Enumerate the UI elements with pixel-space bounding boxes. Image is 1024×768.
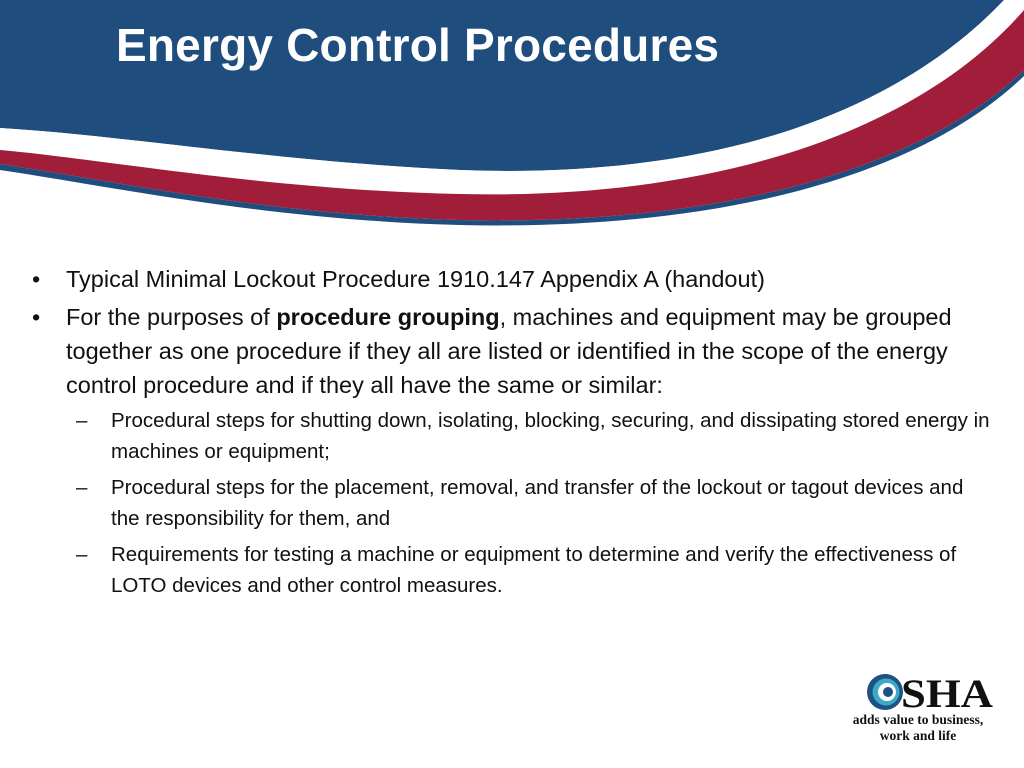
bullet-text-suffix: , machines and equipment may be grouped together as one procedure if they all are listed or identified in the scope of the energy control procedure and if they all have the same or similar: bbox=[66, 304, 952, 398]
sub-bullet-item bbox=[32, 473, 992, 534]
sub-bullet-item bbox=[32, 540, 992, 601]
sub-bullet-marker: – bbox=[76, 543, 88, 566]
bullet-item bbox=[32, 300, 992, 402]
slide-body bbox=[32, 262, 992, 607]
sub-bullet-text: Procedural steps for the placement, removal, and transfer of the lockout or tagout devices and the responsibility for them, and bbox=[111, 476, 964, 530]
bullet-text-prefix: For the purposes of bbox=[66, 304, 277, 330]
osha-logo-o-icon bbox=[867, 674, 903, 710]
osha-logo bbox=[866, 670, 996, 714]
sub-bullet-item bbox=[32, 406, 992, 467]
osha-tagline bbox=[840, 712, 996, 744]
bullet-item bbox=[32, 262, 992, 296]
osha-tagline-line1: adds value to business, bbox=[852, 712, 984, 727]
sub-bullet-marker: – bbox=[76, 409, 88, 432]
osha-logo-wordmark: SHA bbox=[901, 671, 994, 714]
slide-title: Energy Control Procedures bbox=[116, 19, 720, 71]
bullet-text: Typical Minimal Lockout Procedure 1910.147 Appendix A (handout) bbox=[66, 266, 765, 292]
bullet-marker: • bbox=[32, 266, 41, 292]
sub-bullet-text: Requirements for testing a machine or equipment to determine and verify the effectiveness of LOTO devices and other control measures. bbox=[111, 543, 957, 597]
bullet-marker: • bbox=[32, 304, 41, 330]
sub-bullet-marker: – bbox=[76, 476, 88, 499]
osha-tagline-line2: work and life bbox=[879, 728, 957, 743]
sub-bullet-text: Procedural steps for shutting down, isolating, blocking, securing, and dissipating stored energy in machines or equipment; bbox=[111, 409, 990, 463]
bullet-text-bold: procedure grouping bbox=[276, 304, 500, 330]
